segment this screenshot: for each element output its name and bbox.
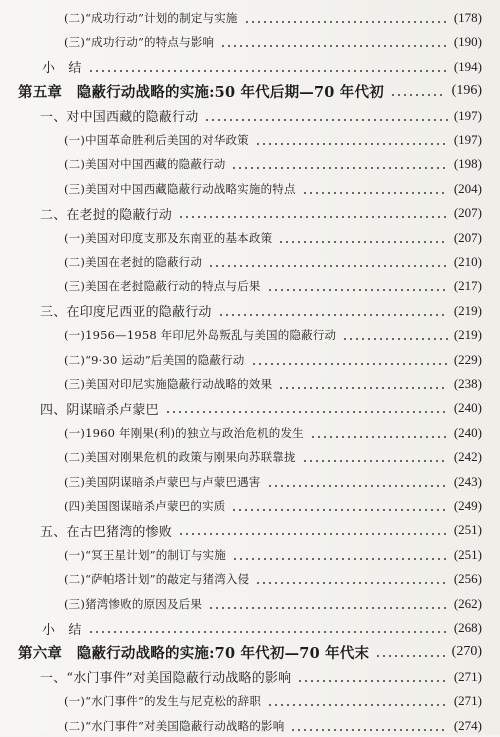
dot-leader: [290, 729, 447, 731]
dot-leader: [178, 533, 448, 535]
toc-entry-sub: [0, 446, 500, 468]
dot-leader: [342, 338, 448, 340]
toc-entry-page-number: (270): [451, 644, 482, 660]
dot-leader: [310, 436, 448, 438]
toc-entry-page-number: (240): [453, 400, 482, 416]
toc-entry-page-number: (207): [453, 205, 482, 221]
toc-entry-title: (一)“冥王星计划”的制订与实施: [64, 547, 226, 562]
toc-entry-page-number: (229): [453, 351, 482, 367]
dot-leader: [88, 70, 448, 72]
toc-entry-page-number: (197): [453, 132, 482, 147]
toc-entry-section: [0, 105, 500, 127]
toc-entry-page-number: (271): [453, 668, 482, 684]
dot-leader: [208, 607, 448, 609]
dot-leader: [278, 241, 448, 243]
dot-leader: [267, 704, 448, 706]
toc-entry-title: 五、在古巴猪湾的惨败: [40, 524, 173, 540]
toc-entry-sub: [0, 544, 500, 566]
toc-entry-page-number: (194): [453, 58, 482, 74]
toc-entry-title: (四)美国图谋暗杀卢蒙巴的实质: [64, 499, 226, 513]
toc-entry-title: (三)美国阴谋暗杀卢蒙巴与卢蒙巴遇害: [64, 474, 261, 489]
toc-entry-sub: [0, 422, 500, 444]
toc-entry-sub: [0, 7, 500, 29]
toc-entry-sub: [0, 129, 500, 151]
toc-entry-title: (一)1960 年刚果(利)的独立与政治危机的发生: [64, 425, 304, 440]
toc-entry-page-number: (268): [453, 620, 482, 635]
toc-entry-page-number: (243): [453, 473, 482, 489]
toc-entry-sub: [0, 31, 500, 53]
toc-entry-page-number: (210): [453, 254, 482, 269]
toc-entry-title: (二)美国对刚果危机的政策与刚果向苏联靠拢: [64, 450, 296, 465]
toc-entry-page-number: (178): [453, 10, 482, 25]
dot-leader: [218, 314, 448, 316]
dot-leader: [302, 192, 448, 194]
dot-leader: [204, 119, 447, 121]
toc-entry-page-number: (271): [453, 693, 482, 709]
toc-entry-title: (二)“9·30 运动”后美国的隐蔽行动: [64, 352, 245, 367]
toc-entry-page-number: (190): [453, 34, 482, 50]
toc-entry-sub: [0, 593, 500, 615]
toc-entry-title: 小 结: [42, 622, 82, 638]
toc-entry-page-number: (256): [453, 571, 482, 587]
toc-entry-title: (三)美国对中国西藏隐蔽行动战略实施的特点: [64, 181, 296, 196]
toc-entry-page-number: (262): [453, 595, 482, 611]
toc-entry-sub: [0, 153, 500, 175]
toc-entry-sub: [0, 251, 500, 273]
toc-entry-title: (二)“成功行动”计划的制定与实施: [64, 11, 238, 25]
dot-leader: [208, 265, 448, 267]
toc-entry-sub: [0, 275, 500, 297]
dot-leader: [165, 411, 448, 413]
toc-entry-sub: [0, 324, 500, 346]
dot-leader: [231, 167, 447, 169]
toc-entry-page-number: (196): [451, 83, 482, 99]
dot-leader: [251, 363, 448, 365]
toc-entry-title: 小 结: [42, 61, 82, 77]
dot-leader: [255, 143, 448, 145]
toc-entry-title: (一)1956—1958 年印尼外岛叛乱与美国的隐蔽行动: [64, 328, 337, 343]
dot-leader: [267, 289, 448, 291]
dot-leader: [390, 94, 446, 96]
dot-leader: [375, 655, 445, 657]
toc-entry-title: (一)中国革命胜利后美国的对华政策: [64, 133, 249, 147]
toc-entry-summary: [0, 617, 500, 639]
toc-entry-sub: [0, 349, 500, 371]
toc-entry-section: [0, 397, 500, 419]
toc-entry-page-number: (197): [453, 107, 482, 123]
toc-entry-chapter: [0, 80, 500, 102]
toc-entry-title: 一、对中国西藏的隐蔽行动: [40, 110, 199, 126]
toc-entry-chapter: [0, 641, 500, 663]
toc-entry-section: [0, 202, 500, 224]
dot-leader: [88, 631, 448, 633]
dot-leader: [278, 387, 448, 389]
toc-entry-title: (三)猪湾惨败的原因及后果: [64, 596, 203, 611]
toc-entry-page-number: (274): [453, 717, 482, 733]
toc-entry-page-number: (207): [453, 229, 482, 245]
dot-leader: [220, 45, 448, 47]
toc-entry-title: (二)美国对中国西藏的隐蔽行动: [64, 157, 226, 172]
toc-entry-title: 一、“水门事件”对美国隐蔽行动战略的影响: [40, 671, 292, 687]
toc-entry-sub: [0, 471, 500, 493]
dot-leader: [244, 21, 448, 23]
toc-entry-title: (三)“成功行动”的特点与影响: [64, 35, 215, 50]
toc-entry-title: 四、阴谋暗杀卢蒙巴: [40, 402, 159, 418]
toc-entry-page-number: (240): [453, 424, 482, 440]
dot-leader: [302, 460, 448, 462]
toc-entry-page-number: (242): [453, 449, 482, 465]
toc-entry-page-number: (219): [453, 302, 482, 318]
toc-entry-page-number: (217): [453, 278, 482, 294]
dot-leader: [232, 558, 448, 560]
dot-leader: [297, 680, 448, 682]
toc-entry-sub: [0, 373, 500, 395]
toc-entry-section: [0, 300, 500, 322]
toc-entry-page-number: (249): [453, 498, 482, 513]
toc-entry-sub: [0, 715, 500, 737]
toc-entry-page-number: (238): [453, 376, 482, 391]
toc-entry-sub: [0, 495, 500, 517]
toc-entry-sub: [0, 568, 500, 590]
toc-entry-sub: [0, 227, 500, 249]
toc-entry-sub: [0, 178, 500, 200]
toc-entry-page-number: (251): [453, 546, 482, 562]
toc-entry-page-number: (251): [453, 522, 482, 538]
toc-entry-title: 三、在印度尼西亚的隐蔽行动: [40, 305, 212, 321]
toc-entry-page-number: (204): [453, 180, 482, 196]
toc-entry-page-number: (198): [453, 156, 482, 172]
toc-entry-title: 第六章 隐蔽行动战略的实施:70 年代初—70 年代末: [18, 644, 370, 662]
toc-entry-title: 二、在老挝的隐蔽行动: [40, 207, 173, 223]
toc-entry-page-number: (219): [453, 327, 482, 343]
toc-entry-title: (三)美国对印尼实施隐蔽行动战略的效果: [64, 377, 273, 391]
toc-entry-summary: [0, 56, 500, 78]
toc-entry-title: (一)“水门事件”的发生与尼克松的辞职: [64, 694, 262, 709]
dot-leader: [178, 216, 448, 218]
toc-entry-title: (二)“萨帕塔计划”的敲定与猪湾入侵: [64, 572, 250, 587]
toc-entry-section: [0, 666, 500, 688]
toc-entry-title: 第五章 隐蔽行动战略的实施:50 年代后期—70 年代初: [18, 83, 384, 101]
dot-leader: [255, 582, 447, 584]
dot-leader: [267, 485, 448, 487]
toc-entry-title: (三)美国在老挝隐蔽行动的特点与后果: [64, 279, 261, 294]
toc-entry-section: [0, 519, 500, 541]
toc-entry-title: (一)美国对印度支那及东南亚的基本政策: [64, 230, 273, 245]
toc-entry-title: (二)“水门事件”对美国隐蔽行动战略的影响: [64, 718, 285, 733]
toc-entry-title: (二)美国在老挝的隐蔽行动: [64, 255, 203, 269]
dot-leader: [231, 509, 447, 511]
toc-entry-sub: [0, 690, 500, 712]
